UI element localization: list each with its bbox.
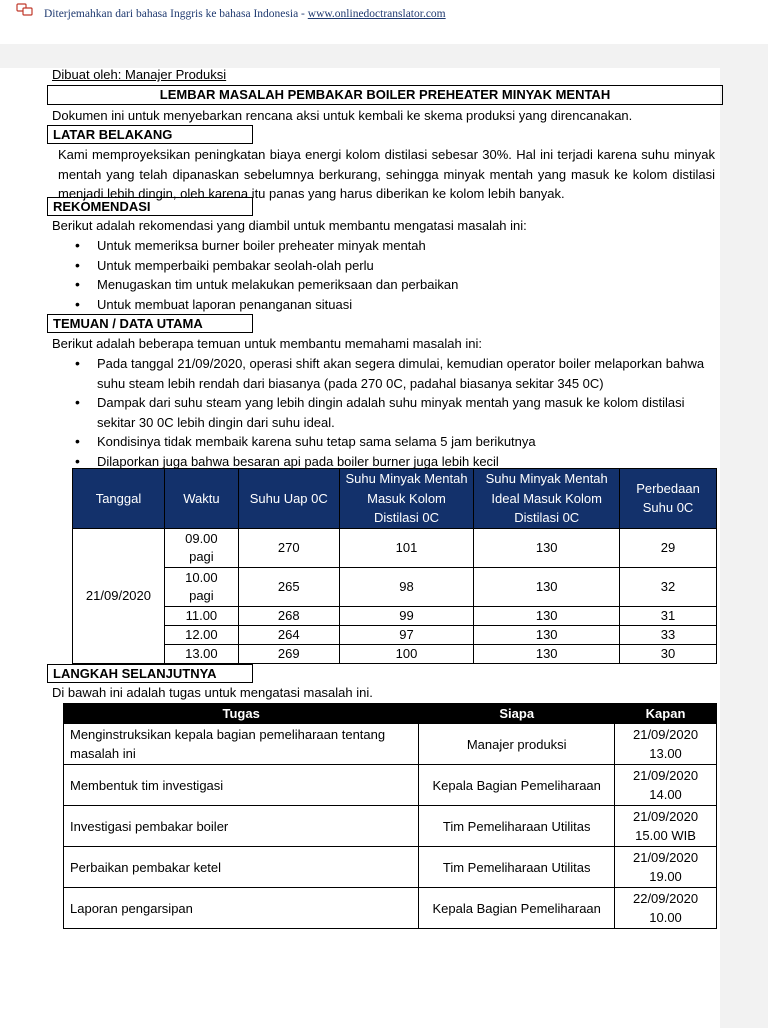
date-cell: 21/09/2020 — [73, 528, 165, 663]
list-item: • Dilaporkan juga bahwa besaran api pada boiler burner juga lebih kecil — [73, 452, 713, 472]
recommendations-intro: Berikut adalah rekomendasi yang diambil untuk membantu mengatasi masalah ini: — [52, 218, 527, 233]
when-time: 10.00 — [649, 910, 682, 925]
translator-link[interactable]: www.onlinedoctranslator.com — [307, 8, 446, 20]
when-cell — [615, 765, 717, 806]
crude-in-cell: 100 — [339, 644, 474, 663]
table-row — [73, 528, 717, 567]
findings-heading: TEMUAN / DATA UTAMA — [47, 314, 253, 333]
when-date: 21/09/2020 — [632, 768, 699, 783]
col-header-task: Tugas — [64, 704, 419, 724]
when-cell — [615, 724, 717, 765]
time-cell: 12.00 — [164, 625, 238, 644]
time-cell: 09.00 pagi — [164, 528, 238, 567]
crude-in-cell: 98 — [339, 567, 474, 606]
col-header-date: Tanggal — [73, 469, 165, 529]
ideal-cell: 130 — [474, 606, 620, 625]
document-title: LEMBAR MASALAH PEMBAKAR BOILER PREHEATER MINYAK MENTAH — [47, 85, 723, 105]
ideal-cell: 130 — [474, 567, 620, 606]
translate-icon — [16, 3, 34, 17]
list-item: • Dampak dari suhu steam yang lebih dingin adalah suhu minyak mentah yang masuk ke kolom distilasi sekitar 30 0C lebih dingin dari suhu ideal. — [73, 393, 713, 432]
col-header-steam: Suhu Uap 0C — [238, 469, 339, 529]
ideal-cell: 130 — [474, 528, 620, 567]
background-paragraph: Kami memproyeksikan peningkatan biaya energi kolom distilasi sebesar 30%. Hal ini terjadi karena suhu minyak mentah yang telah dipanaskan sebelumnya berkurang, sehingga minyak mentah yang masuk ke kolom distilasi menjadi lebih dingin, oleh karena itu panas yang harus diberikan ke kolom lebih banyak. — [58, 147, 715, 201]
time-cell: 11.00 — [164, 606, 238, 625]
time-cell: 10.00 pagi — [164, 567, 238, 606]
temperature-table — [72, 468, 717, 664]
steam-cell: 268 — [238, 606, 339, 625]
recommendations-list — [73, 236, 458, 314]
steam-cell: 269 — [238, 644, 339, 663]
who-cell: Tim Pemeliharaan Utilitas — [419, 806, 615, 847]
next-steps-intro: Di bawah ini adalah tugas untuk mengatasi masalah ini. — [52, 685, 373, 700]
task-cell: Perbaikan pembakar ketel — [64, 847, 419, 888]
list-item: • Untuk memperbaiki pembakar seolah-olah perlu — [73, 256, 458, 276]
table-row — [73, 567, 717, 606]
when-time: 15.00 WIB — [635, 828, 696, 843]
diff-cell: 32 — [620, 567, 717, 606]
who-cell: Kepala Bagian Pemeliharaan — [419, 888, 615, 929]
list-item: • Kondisinya tidak membaik karena suhu tetap sama selama 5 jam berikutnya — [73, 432, 713, 452]
prepared-by: Dibuat oleh: Manajer Produksi — [52, 67, 227, 82]
table-header-row — [64, 704, 717, 724]
list-item: • Menugaskan tim untuk melakukan pemeriksaan dan perbaikan — [73, 275, 458, 295]
crude-in-cell: 101 — [339, 528, 474, 567]
steam-cell: 265 — [238, 567, 339, 606]
list-item: • Untuk memeriksa burner boiler preheater minyak mentah — [73, 236, 458, 256]
col-header-when: Kapan — [615, 704, 717, 724]
next-steps-heading: LANGKAH SELANJUTNYA — [47, 664, 253, 683]
task-cell: Menginstruksikan kepala bagian pemeliharaan tentang masalah ini — [64, 724, 419, 765]
table-row — [73, 644, 717, 663]
table-row — [64, 847, 717, 888]
findings-list — [73, 354, 713, 471]
task-cell: Membentuk tim investigasi — [64, 765, 419, 806]
diff-cell: 29 — [620, 528, 717, 567]
table-row — [73, 606, 717, 625]
diff-cell: 31 — [620, 606, 717, 625]
recommendations-heading: REKOMENDASI — [47, 197, 253, 216]
col-header-crude-in: Suhu Minyak Mentah Masuk Kolom Distilasi 0C — [339, 469, 474, 529]
translator-notice — [44, 8, 446, 20]
when-time: 14.00 — [649, 787, 682, 802]
who-cell: Manajer produksi — [419, 724, 615, 765]
col-header-who: Siapa — [419, 704, 615, 724]
when-date: 21/09/2020 — [632, 809, 699, 824]
when-cell — [615, 888, 717, 929]
table-row — [73, 625, 717, 644]
when-time: 13.00 — [649, 746, 682, 761]
col-header-diff: Perbedaan Suhu 0C — [620, 469, 717, 529]
when-cell — [615, 847, 717, 888]
ideal-cell: 130 — [474, 625, 620, 644]
translator-bar — [0, 0, 768, 44]
page-gutter-right — [720, 68, 768, 1028]
crude-in-cell: 97 — [339, 625, 474, 644]
table-row — [64, 765, 717, 806]
when-time: 19.00 — [649, 869, 682, 884]
list-item: • Untuk membuat laporan penanganan situasi — [73, 295, 458, 315]
who-cell: Kepala Bagian Pemeliharaan — [419, 765, 615, 806]
table-header-row — [73, 469, 717, 529]
diff-cell: 33 — [620, 625, 717, 644]
when-date: 21/09/2020 — [632, 727, 699, 742]
when-cell — [615, 806, 717, 847]
table-row — [64, 888, 717, 929]
who-cell: Tim Pemeliharaan Utilitas — [419, 847, 615, 888]
diff-cell: 30 — [620, 644, 717, 663]
intro-text: Dokumen ini untuk menyebarkan rencana aksi untuk kembali ke skema produksi yang direncanakan. — [52, 108, 633, 123]
findings-intro: Berikut adalah beberapa temuan untuk membantu memahami masalah ini: — [52, 336, 482, 351]
time-cell: 13.00 — [164, 644, 238, 663]
translator-text: Diterjemahkan dari bahasa Inggris ke bahasa Indonesia - — [44, 8, 308, 20]
col-header-time: Waktu — [164, 469, 238, 529]
background-heading: LATAR BELAKANG — [47, 125, 253, 144]
col-header-ideal: Suhu Minyak Mentah Ideal Masuk Kolom Distilasi 0C — [474, 469, 620, 529]
task-cell: Investigasi pembakar boiler — [64, 806, 419, 847]
task-cell: Laporan pengarsipan — [64, 888, 419, 929]
steam-cell: 264 — [238, 625, 339, 644]
list-item: • Pada tanggal 21/09/2020, operasi shift akan segera dimulai, kemudian operator boiler melaporkan bahwa suhu steam lebih rendah dari biasanya (pada 270 0C, padahal biasanya sekitar 345 0C) — [73, 354, 713, 393]
task-table — [63, 703, 717, 929]
ideal-cell: 130 — [474, 644, 620, 663]
when-date: 22/09/2020 — [632, 891, 699, 906]
steam-cell: 270 — [238, 528, 339, 567]
when-date: 21/09/2020 — [632, 850, 699, 865]
table-row — [64, 806, 717, 847]
crude-in-cell: 99 — [339, 606, 474, 625]
table-row — [64, 724, 717, 765]
